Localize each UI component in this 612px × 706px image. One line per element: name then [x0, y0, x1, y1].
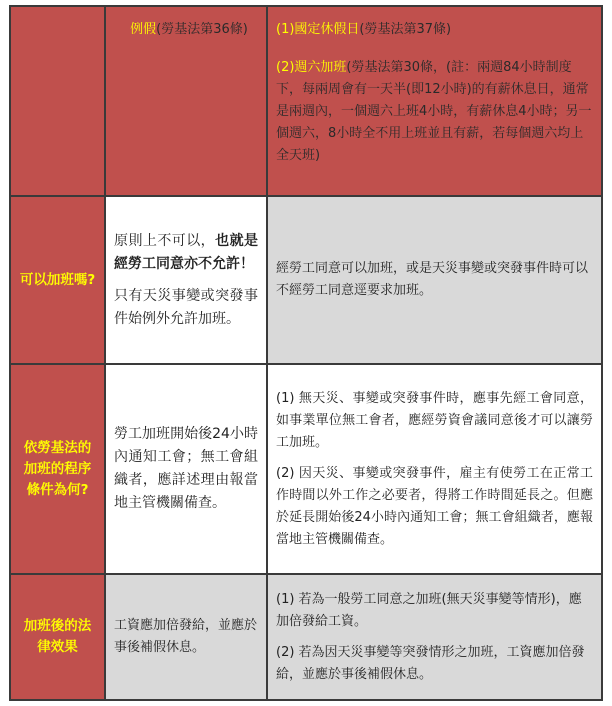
header-regular-leave-title: 例假	[130, 22, 157, 37]
corner-cell	[10, 6, 105, 196]
holiday-legal-effect-text-2: (2) 若為因天災事變等突發情形之加班，工資應加倍發給，並應於事後補假休息。	[276, 644, 585, 682]
table-row-can-work-overtime	[10, 196, 602, 364]
holiday-procedure-text-2: (2) 因天災、事變或突發事件，雇主有使勞工在正常工作時間以外工作之必要者，得將工作時間延長之。但應於延長開始後24小時內通知工會；無工會組織者，應報當地主管機關備查。	[276, 465, 593, 547]
regular-leave-legal-effect-text: 工資應加倍發給，並應於事後補假休息。	[114, 618, 258, 655]
overtime-comparison-table	[9, 5, 603, 701]
holiday-legal-effect-text-1: (1) 若為一般勞工同意之加班(無天災事變等情形)，應加倍發給工資。	[276, 591, 582, 629]
holiday-procedure-text-1: (1) 無天災、事變或突發事件時，應事先經工會同意，如事業單位無工會者，應經勞資會議同意後才可以讓勞工加班。	[276, 390, 593, 450]
header-regular-leave-law: (勞基法第36條)	[156, 22, 248, 37]
cell-regular-leave-legal-effect	[105, 574, 267, 700]
regular-leave-procedure-text: 勞工加班開始後24小時內通知工會；無工會組織者，應詳述理由報當地主管機關備查。	[114, 426, 258, 511]
row-label-legal-effect: 加班後的法律效果	[10, 574, 105, 700]
row-label-can-overtime: 可以加班嗎?	[10, 196, 105, 364]
cell-regular-leave-can-overtime	[105, 196, 267, 364]
cell-holiday-can-overtime	[267, 196, 602, 364]
cell-regular-leave-procedure	[105, 364, 267, 574]
header-cell-regular-leave	[105, 6, 267, 196]
header-holiday-law: (勞基法第37條)	[359, 22, 452, 37]
cell-holiday-procedure	[267, 364, 602, 574]
header-row	[10, 6, 602, 196]
row-label-procedure: 依勞基法的加班的程序條件為何?	[10, 364, 105, 574]
table-row-procedure	[10, 364, 602, 574]
cell-holiday-legal-effect	[267, 574, 602, 700]
regular-leave-can-overtime-text-a: 原則上不可以，	[114, 232, 216, 249]
regular-leave-can-overtime-exception: 只有天災事變或突發事件始例外允許加班。	[114, 287, 258, 327]
header-cell-holiday-saturday	[267, 6, 602, 196]
holiday-can-overtime-text: 經勞工同意可以加班，或是天災事變或突發事件時可以不經勞工同意逕要求加班。	[276, 261, 589, 298]
header-holiday-title: (1)國定休假日	[276, 22, 360, 37]
regular-leave-can-overtime-text-b: 也就是經勞工同意亦不允許！	[114, 232, 259, 272]
table-row-legal-effect	[10, 574, 602, 700]
header-saturday-note: (勞基法第30條，(註：兩週84小時制度下，每兩周會有一天半(即12小時)的有薪休息日，通常是兩週內，一個週六上班4小時，有薪休息4小時；另一個週六，8小時全不用上班並且有薪，若每個週六均上全天班)	[276, 60, 592, 163]
header-saturday-title: (2)週六加班	[276, 60, 347, 75]
